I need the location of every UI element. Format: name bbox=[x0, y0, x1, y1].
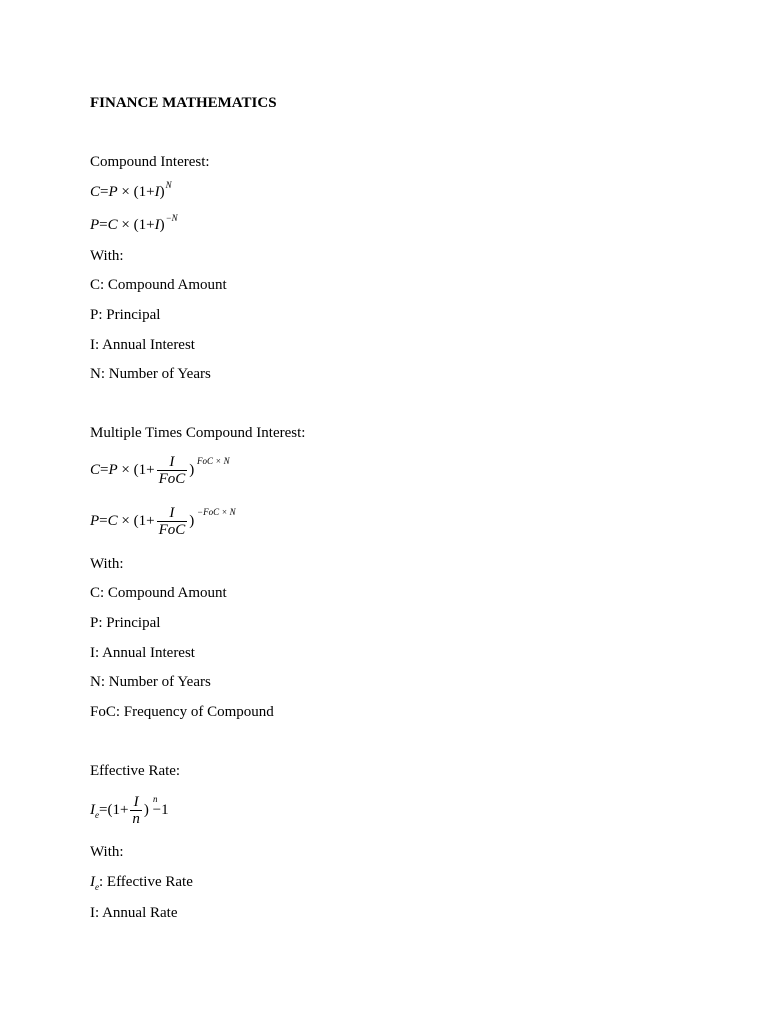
document-title: FINANCE MATHEMATICS bbox=[90, 95, 277, 111]
definition-item: P: Principal bbox=[90, 307, 161, 323]
definition-item: N: Number of Years bbox=[90, 366, 211, 382]
definition-item: C: Compound Amount bbox=[90, 277, 227, 293]
definition-item-effective-rate: $I_e$: Effective Rate bbox=[90, 874, 193, 892]
definition-item: FoC: Frequency of Compound bbox=[90, 704, 274, 720]
formula-multiple-compound-amount: C=P × (1+ $\frac{I}{\text{FoC}}$ ) FoC × N bbox=[90, 454, 230, 487]
section-heading-effective-rate: Effective Rate: bbox=[90, 763, 181, 779]
section-heading-compound-interest: Compound Interest: bbox=[90, 154, 210, 170]
definition-item: C: Compound Amount bbox=[90, 585, 227, 601]
definition-item: P: Principal bbox=[90, 615, 161, 631]
formula-compound-amount: $C=P \times (1+I)^N$ bbox=[90, 180, 172, 200]
definition-item: N: Number of Years bbox=[90, 674, 211, 690]
with-label: With: bbox=[90, 248, 124, 264]
formula-effective-rate: $I_e=(1+$ $\frac{I}{n}$ ) n −1 bbox=[90, 794, 169, 827]
formula-principal: $P=C \times (1+I)^{-N}$ bbox=[90, 213, 178, 233]
with-label: With: bbox=[90, 844, 124, 860]
section-heading-multiple-compound: Multiple Times Compound Interest: bbox=[90, 425, 306, 441]
definition-item: I: Annual Rate bbox=[90, 905, 178, 921]
with-label: With: bbox=[90, 556, 124, 572]
formula-multiple-principal: P=C × (1+ $\frac{I}{\text{FoC}}$ ) −FoC × N bbox=[90, 505, 236, 538]
definition-item: I: Annual Interest bbox=[90, 645, 195, 661]
definition-item: I: Annual Interest bbox=[90, 337, 195, 353]
